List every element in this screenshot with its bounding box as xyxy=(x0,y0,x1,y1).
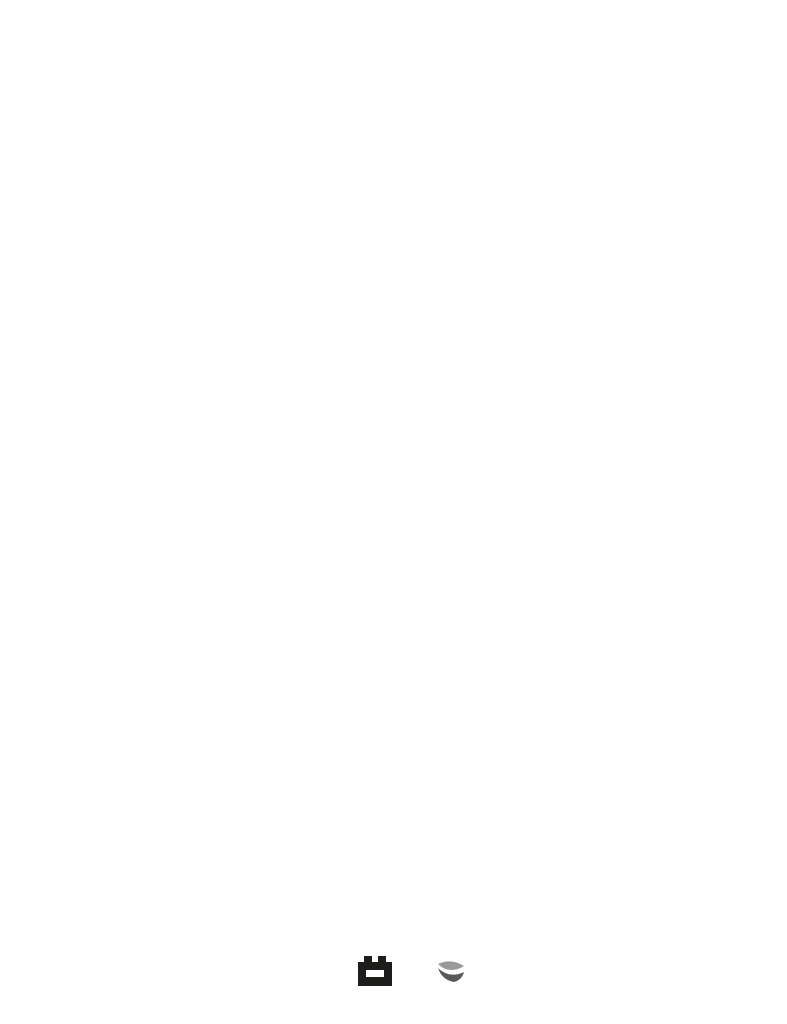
right-column xyxy=(358,565,738,633)
site-qr-code[interactable] xyxy=(358,761,402,805)
scientific-committee-qr-code[interactable] xyxy=(51,761,95,805)
chbv-logo-icon xyxy=(436,960,466,984)
left-column xyxy=(51,565,341,583)
university-of-aveiro-logo-icon xyxy=(358,956,392,986)
